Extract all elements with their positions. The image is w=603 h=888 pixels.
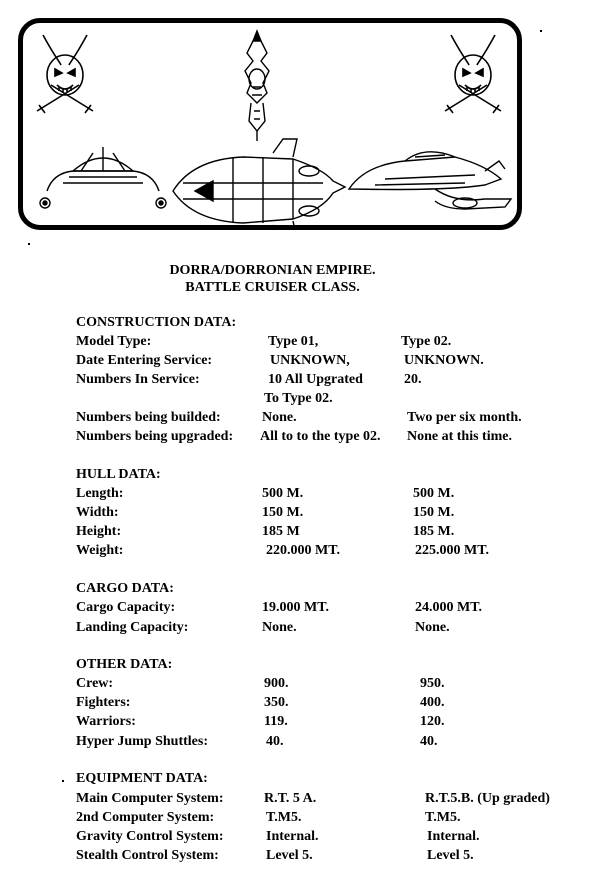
row-value-type01: 19.000 MT. [262, 600, 330, 615]
row-value-type02: 24.000 MT. [415, 600, 483, 615]
row-value-type02: 400. [420, 695, 445, 710]
row-value-type02: 150 M. [413, 505, 455, 520]
row-label: Fighters: [76, 695, 131, 710]
row-value-type01: 119. [264, 714, 288, 729]
ship-illustrations [23, 23, 517, 225]
row-value-type02: 20. [404, 372, 422, 387]
row-value-type02: 225.000 MT. [415, 543, 490, 558]
hull-data-heading: HULL DATA: [76, 467, 161, 482]
scan-speck [540, 30, 542, 32]
row-value-type01: UNKNOWN, [270, 353, 350, 368]
side-view-ship [349, 152, 511, 209]
row-label: Crew: [76, 676, 114, 691]
row-label: Stealth Control System: [76, 848, 219, 863]
other-data-heading: OTHER DATA: [76, 657, 173, 672]
row-label: Landing Capacity: [76, 620, 189, 635]
row-value-type02: 950. [420, 676, 445, 691]
equipment-data-heading: EQUIPMENT DATA: [76, 771, 208, 786]
row-value-type02: Level 5. [427, 848, 474, 863]
row-value-type01: 350. [264, 695, 289, 710]
right-horned-skull-emblem [445, 35, 501, 113]
row-label: Gravity Control System: [76, 829, 224, 844]
row-label: Model Type: [76, 334, 152, 349]
row-label: Numbers being upgraded: [76, 429, 234, 444]
row-label: 2nd Computer System: [76, 810, 215, 825]
row-label: Numbers In Service: [76, 372, 200, 387]
row-value-type02: 40. [420, 734, 438, 749]
document-title-line-1: DORRA/DORRONIAN EMPIRE. [169, 263, 376, 278]
row-value-type01: 10 All Upgrated [268, 372, 363, 387]
row-value-type01: Type 01, [268, 334, 319, 349]
row-label: Main Computer System: [76, 791, 224, 806]
row-label: Cargo Capacity: [76, 600, 176, 615]
construction-data-heading: CONSTRUCTION DATA: [76, 315, 237, 330]
row-value-type01: R.T. 5 A. [264, 791, 317, 806]
cargo-data-heading: CARGO DATA: [76, 581, 174, 596]
row-value-type02: None at this time. [407, 429, 512, 444]
row-value-type02: 120. [420, 714, 445, 729]
row-label: Date Entering Service: [76, 353, 213, 368]
row-label: Width: [76, 505, 119, 520]
row-value-type02: UNKNOWN. [404, 353, 484, 368]
row-value-type02: 500 M. [413, 486, 455, 501]
row-value-type01: 220.000 MT. [266, 543, 341, 558]
row-value-type01: Level 5. [266, 848, 313, 863]
row-value-type01: 500 M. [262, 486, 304, 501]
row-value-type02: None. [415, 620, 450, 635]
row-label: Height: [76, 524, 122, 539]
row-label: Length: [76, 486, 124, 501]
row-value-type01: T.M5. [266, 810, 302, 825]
top-vertical-ship [245, 31, 269, 141]
scan-speck [62, 780, 64, 782]
row-value-type01: 150 M. [262, 505, 304, 520]
row-value-type02: T.M5. [425, 810, 461, 825]
top-view-ship [173, 139, 345, 225]
row-value-type01: None. [262, 410, 297, 425]
row-value-type01: All to to the type 02. [260, 429, 381, 444]
scan-speck [28, 243, 30, 245]
row-label: Numbers being builded: [76, 410, 221, 425]
row-value-type01: 900. [264, 676, 289, 691]
row-value-type01: 185 M [262, 524, 300, 539]
row-label: Weight: [76, 543, 124, 558]
row-value-type01: Internal. [266, 829, 319, 844]
header-illustration-frame [18, 18, 522, 230]
row-value-type02: R.T.5.B. (Up graded) [425, 791, 550, 806]
row-value-type02: 185 M. [413, 524, 455, 539]
front-view-ship [40, 147, 166, 208]
row-value-type01: 40. [266, 734, 284, 749]
row-value-type02: Type 02. [401, 334, 452, 349]
row-value-type01: None. [262, 620, 297, 635]
row-value-type02: Internal. [427, 829, 480, 844]
document-title-line-2: BATTLE CRUISER CLASS. [185, 280, 360, 295]
row-value-type01-continued: To Type 02. [264, 391, 333, 406]
left-horned-skull-emblem [37, 35, 93, 113]
row-value-type02: Two per six month. [407, 410, 522, 425]
row-label: Hyper Jump Shuttles: [76, 734, 208, 749]
row-label: Warriors: [76, 714, 136, 729]
